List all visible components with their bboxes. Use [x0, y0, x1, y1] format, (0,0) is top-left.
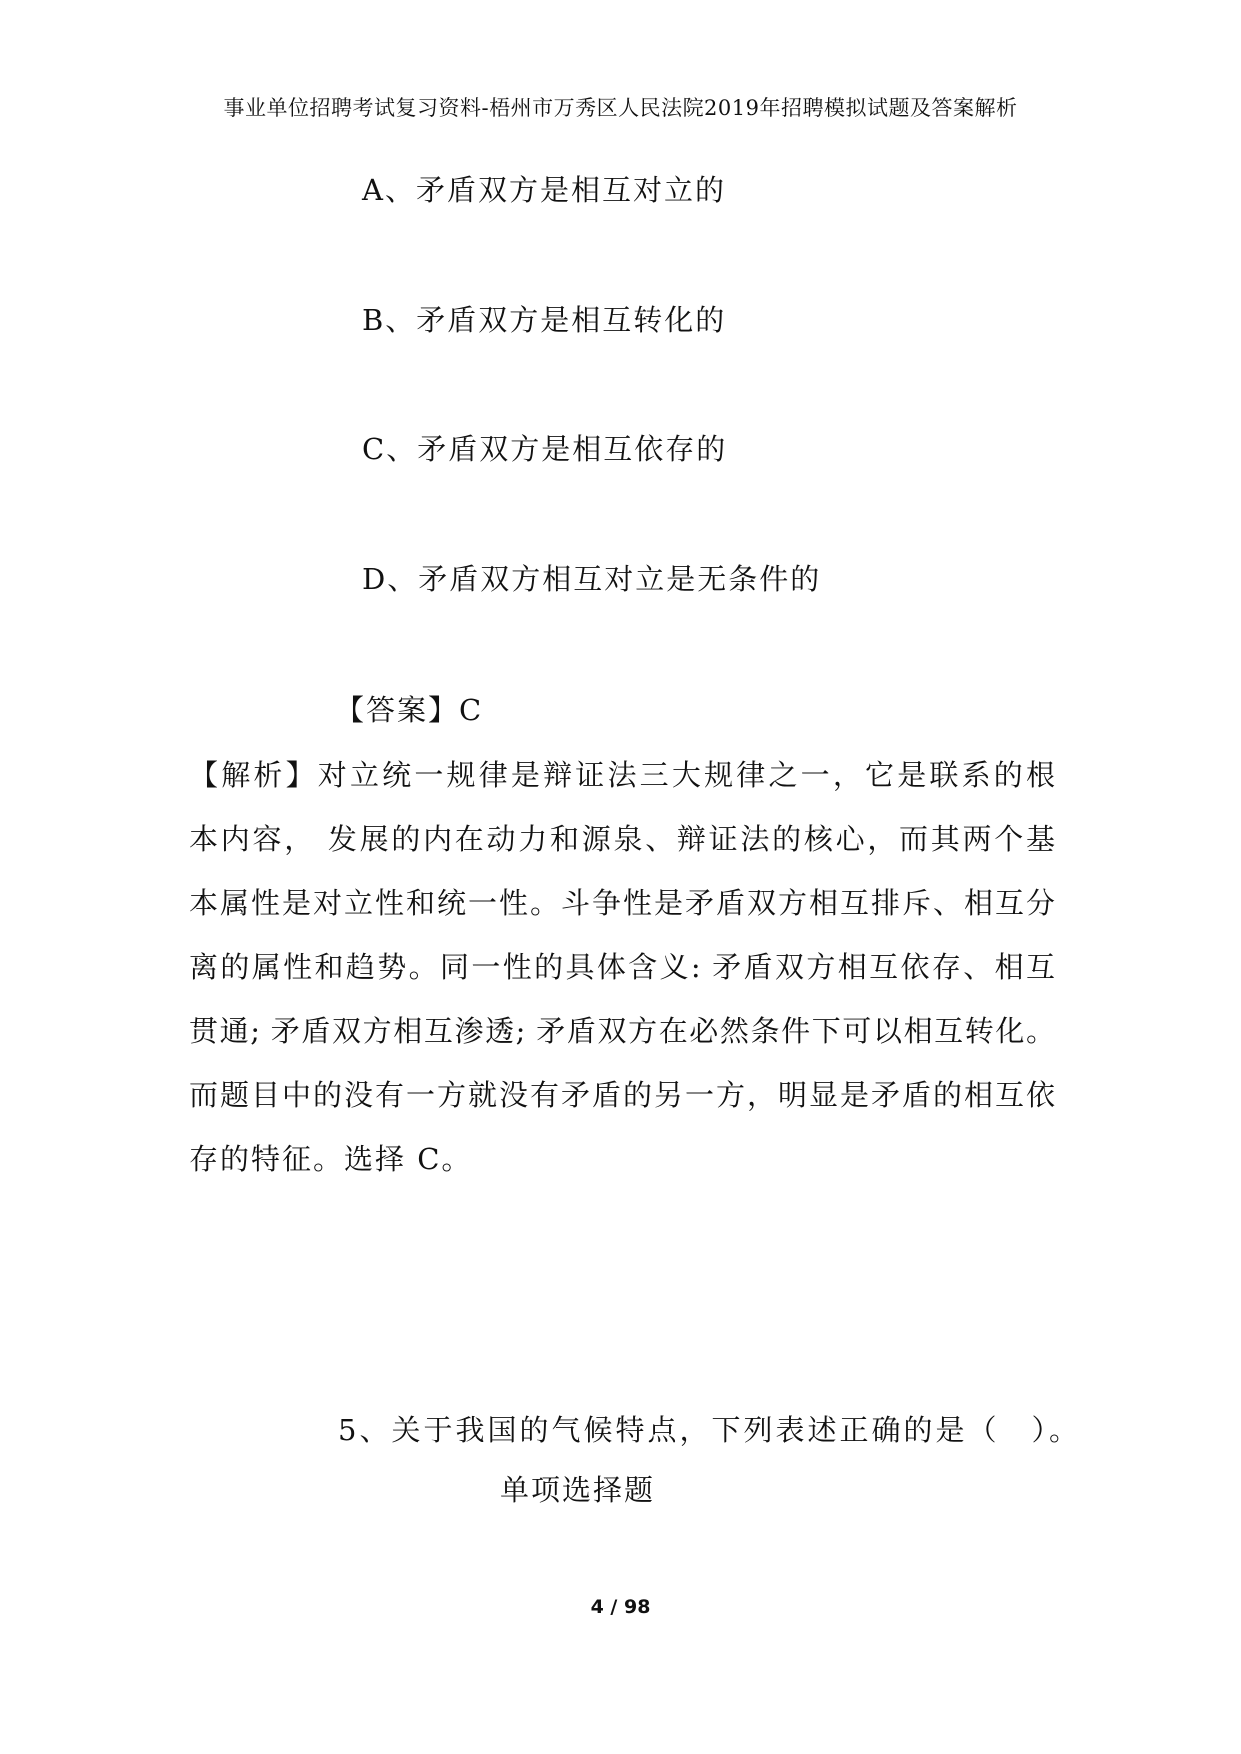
page-header: 事业单位招聘考试复习资料-梧州市万秀区人民法院2019年招聘模拟试题及答案解析: [223, 96, 1018, 120]
option-d: D、矛盾双方相互对立是无条件的: [362, 562, 822, 596]
option-b: B、矛盾双方是相互转化的: [362, 303, 727, 337]
analysis-line-1: 【解析】对立统一规律是辩证法三大规律之一，它是联系的根: [189, 758, 1055, 792]
analysis-line-4: 离的属性和趋势。同一性的具体含义: 矛盾双方相互依存、相互: [189, 950, 1055, 984]
analysis-line-5: 贯通; 矛盾双方相互渗透; 矛盾双方在必然条件下可以相互转化。: [189, 1014, 1055, 1048]
answer-line: 【答案】C: [335, 693, 484, 727]
analysis-line-2: 本内容， 发展的内在动力和源泉、辩证法的核心，而其两个基: [189, 822, 1055, 856]
option-a: A、矛盾双方是相互对立的: [362, 173, 726, 207]
question-type-label: 单项选择题: [500, 1473, 656, 1507]
page-number: 4 / 98: [590, 1596, 651, 1618]
question-5-text: 5、关于我国的气候特点，下列表述正确的是（ ）。: [338, 1413, 1081, 1447]
analysis-line-7: 存的特征。选择 C。: [189, 1142, 473, 1176]
analysis-line-3: 本属性是对立性和统一性。斗争性是矛盾双方相互排斥、相互分: [189, 886, 1055, 920]
option-c: C、矛盾双方是相互依存的: [362, 432, 728, 466]
analysis-line-6: 而题目中的没有一方就没有矛盾的另一方，明显是矛盾的相互依: [189, 1078, 1055, 1112]
